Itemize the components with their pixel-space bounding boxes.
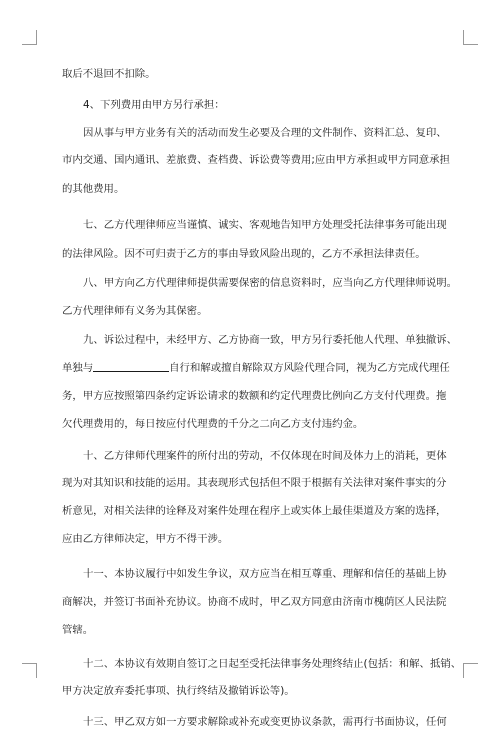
text-line-with-blank xyxy=(62,361,450,375)
crop-mark-top-right xyxy=(463,30,478,45)
text-line: 的法律风险。因不可归责于乙方的事由导致风险出现的，乙方不承担法律责任。 xyxy=(62,248,426,260)
text-line: 现为对其知识和技能的运用。其表现形式包括但不限于根据有关法律对案件事实的分 xyxy=(62,477,447,489)
text-line: 十三、甲乙双方如一方要求解除或补充或变更协议条款，需再行书面协议，任何 xyxy=(83,716,447,728)
text-line: 七、乙方代理律师应当谨慎、诚实、客观地告知甲方处理受托法律事务可能出现 xyxy=(83,219,447,231)
text-segment: 单独与 xyxy=(62,362,94,374)
text-line: 市内交通、国内通讯、差旅费、查档费、诉讼费等费用;应由甲方承担或甲方同意承担 xyxy=(62,154,450,166)
text-line: 商解决，并签订书面补充协议。协商不成时，甲乙双方同意由济南市槐荫区人民法院 xyxy=(62,596,447,608)
text-line: 欠代理费用的，每日按应付代理费的千分之二向乙方支付违约金。 xyxy=(62,418,364,430)
text-line: 十二、本协议有效期自签订之日起至受托法律事务处理终结止(包括：和解、抵销、 xyxy=(83,658,462,670)
fill-in-blank[interactable] xyxy=(93,361,169,372)
text-line: 九、诉讼过程中，未经甲方、乙方协商一致，甲方另行委托他人代理、单独撤诉、 xyxy=(83,334,458,346)
text-line: 析意见，对相关法律的诠释及对案件处理在程序上或实体上最佳渠道及方案的选择， xyxy=(62,505,447,517)
text-line: 务，甲方应按照第四条约定诉讼请求的数额和约定代理费比例向乙方支付代理费。拖 xyxy=(62,390,447,402)
text-line: 乙方代理律师有义务为其保密。 xyxy=(62,305,208,317)
text-segment: 自行和解或擅自解除双方风险代理合同，视为乙方完成代理任 xyxy=(169,362,450,374)
crop-mark-bottom-left xyxy=(22,663,37,678)
text-line: 取后不退回不扣除。 xyxy=(62,68,156,80)
text-line: 八、甲方向乙方代理律师提供需要保密的信息资料时，应当向乙方代理律师说明。 xyxy=(83,277,458,289)
text-line: 的其他费用。 xyxy=(62,183,125,195)
crop-mark-top-left xyxy=(22,30,37,45)
crop-mark-bottom-right xyxy=(463,663,478,678)
text-line: 十一、本协议履行中如发生争议，双方应当在相互尊重、理解和信任的基础上协 xyxy=(83,568,447,580)
text-line: 十、乙方律师代理案件的所付出的劳动，不仅体现在时间及体力上的消耗，更体 xyxy=(83,450,447,462)
text-line: 甲方决定放弃委托事项、执行终结及撤销诉讼等)。 xyxy=(62,685,295,697)
text-line: 应由乙方律师决定，甲方不得干涉。 xyxy=(62,533,229,545)
text-line: 管辖。 xyxy=(62,624,94,636)
text-line: 因从事与甲方业务有关的活动而发生必要及合理的文件制作、资料汇总、复印、 xyxy=(83,127,447,139)
text-line: 4、下列费用由甲方另行承担： xyxy=(83,99,225,111)
